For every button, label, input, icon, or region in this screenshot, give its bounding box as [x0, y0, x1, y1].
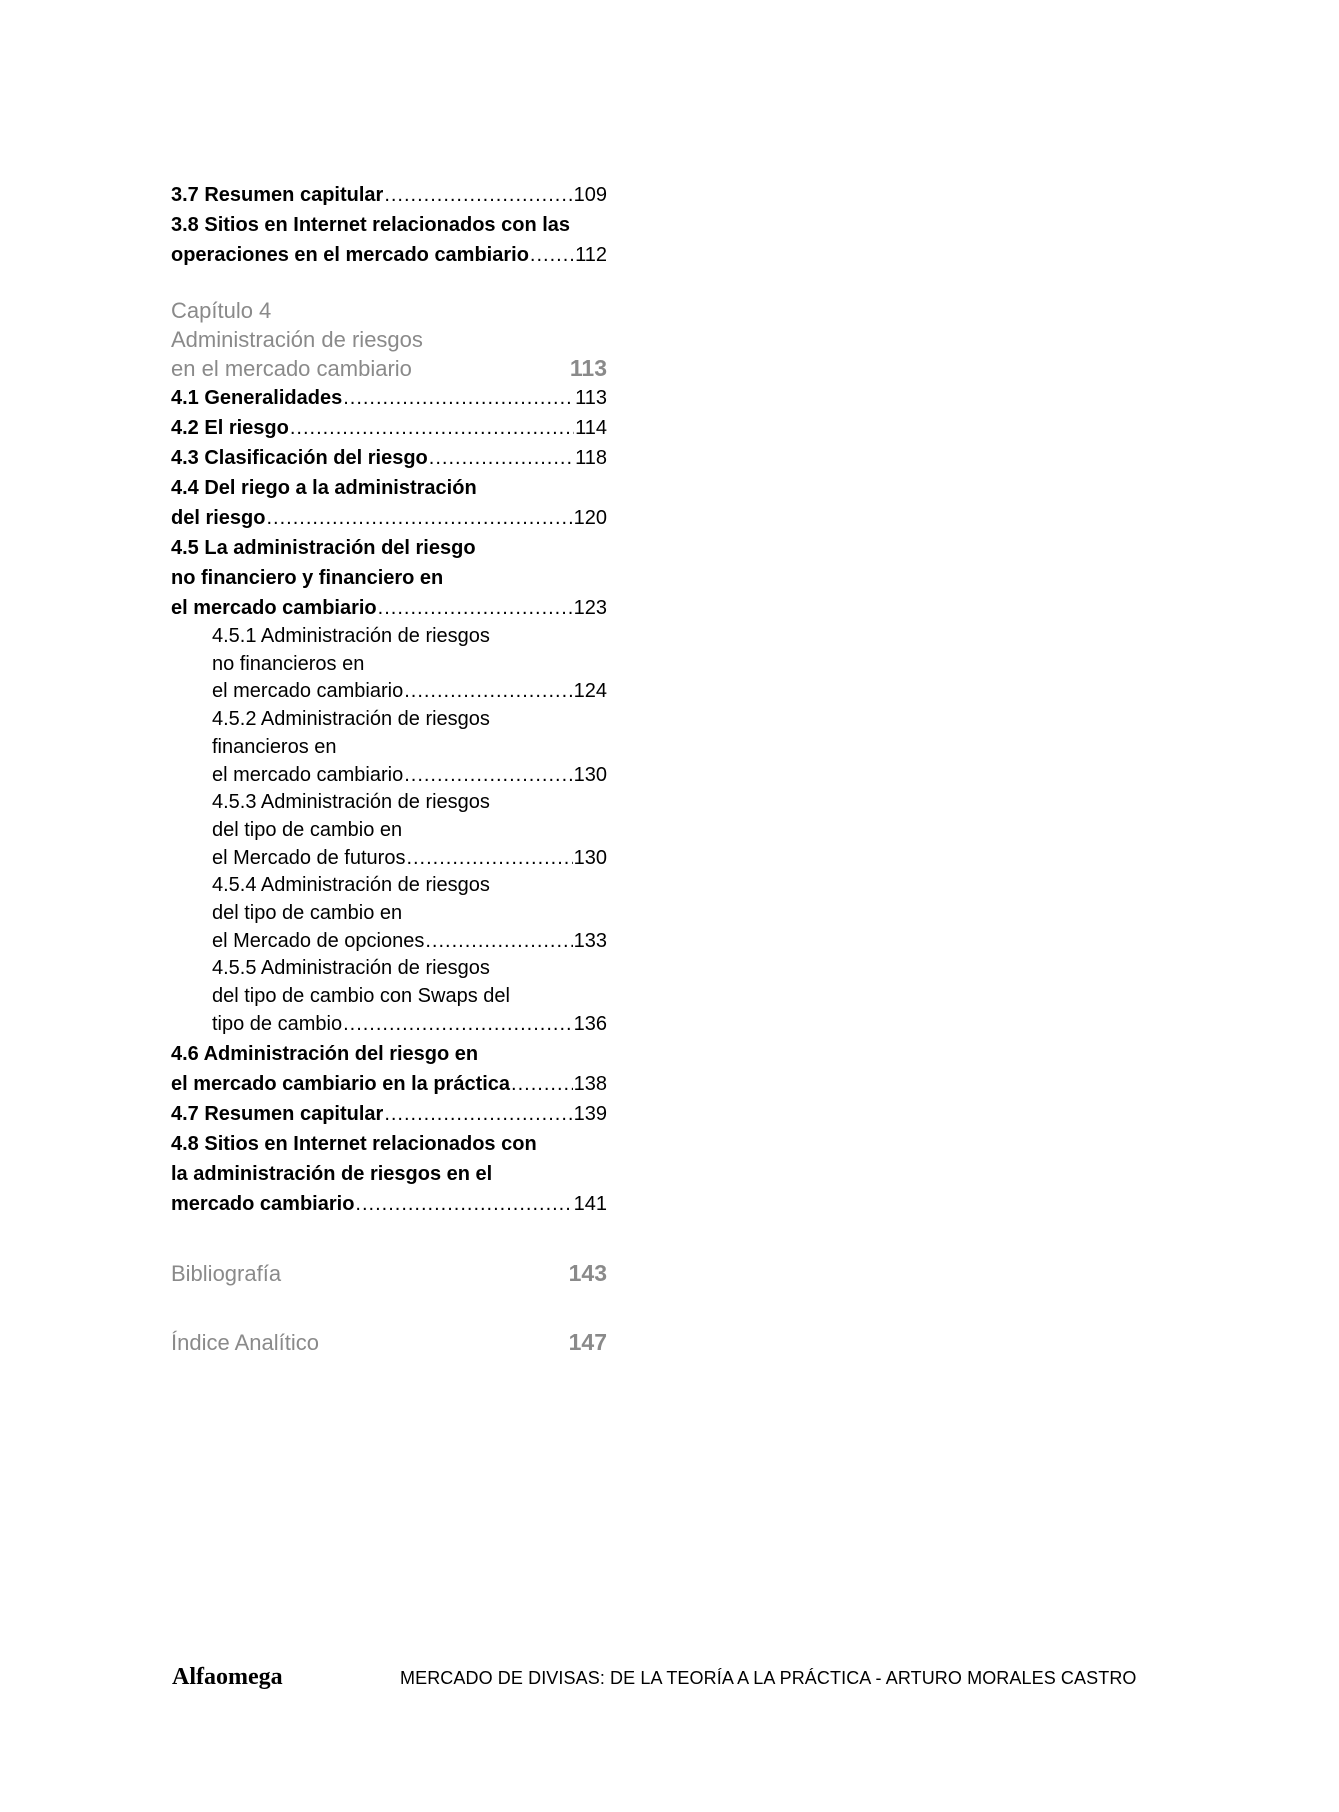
toc-subentry [171, 762, 607, 790]
toc-page-number: 124 [573, 680, 607, 703]
dot-leader [404, 762, 572, 790]
toc-entry [171, 1099, 607, 1129]
toc-entry-title: el mercado cambiario [212, 763, 404, 786]
chapter-page-number: 113 [569, 355, 607, 381]
toc-page-number: 109 [573, 184, 607, 206]
toc-subentry [171, 706, 607, 734]
dot-leader [406, 845, 572, 873]
toc-subentry [171, 928, 607, 956]
toc-subentry [171, 623, 607, 651]
toc-entry-title: 4.5.4 Administración de riesgos [212, 874, 490, 897]
toc-page-number: 139 [573, 1102, 607, 1125]
toc-entry-title: 4.8 Sitios en Internet relacionados con [171, 1132, 537, 1155]
toc-entry [171, 383, 607, 413]
toc-page-number: 136 [573, 1012, 607, 1035]
toc-entry-title: del tipo de cambio con Swaps del [212, 985, 510, 1008]
toc-entry-title: 3.7 Resumen capitular [171, 184, 384, 206]
toc-entry [171, 533, 607, 563]
chapter-label: Capítulo 4 [171, 298, 272, 323]
dot-leader [530, 240, 574, 270]
toc-page-number: 123 [573, 597, 607, 619]
toc-entry-title: 4.2 El riesgo [171, 417, 289, 439]
toc-page-number: 113 [575, 387, 607, 409]
toc-entry-title: 4.7 Resumen capitular [171, 1102, 384, 1125]
toc-entry-title: del tipo de cambio en [212, 902, 403, 925]
toc-entry-title: 4.5 La administración del riesgo [171, 537, 476, 559]
toc-page-number: 138 [573, 1072, 607, 1095]
dot-leader [355, 1189, 572, 1219]
toc-page-number: 141 [573, 1192, 607, 1215]
chapter-title-line1: Administración de riesgos [171, 327, 423, 352]
dot-leader [511, 1069, 573, 1099]
bibliografia-page-number: 143 [568, 1259, 607, 1286]
dot-leader [343, 1011, 573, 1039]
toc-page-number: 120 [573, 507, 607, 529]
toc-entry-title: 3.8 Sitios en Internet relacionados con las [171, 214, 571, 236]
toc-chapter3-tail [171, 180, 607, 270]
toc-entry-title: 4.4 Del riego a la administración [171, 477, 477, 499]
toc-subentry [171, 678, 607, 706]
toc-entry [171, 1189, 607, 1219]
toc-entry-title: del tipo de cambio en [212, 818, 403, 841]
toc-entry [171, 503, 607, 533]
toc-subentry [171, 734, 607, 762]
dot-leader [429, 443, 574, 473]
indice-analitico-label: Índice Analítico [171, 1329, 319, 1355]
dot-leader [384, 180, 572, 210]
toc-entry-title: 4.5.3 Administración de riesgos [212, 791, 490, 814]
dot-leader [343, 383, 574, 413]
toc-entry [171, 563, 607, 593]
toc-subentry [171, 983, 607, 1011]
toc-entry-title: 4.5.2 Administración de riesgos [212, 708, 490, 731]
toc-entry [171, 473, 607, 503]
toc-entry [171, 1129, 607, 1159]
page-footer [172, 1664, 1172, 1691]
indice-analitico-entry [171, 1329, 607, 1356]
toc-entry-title: tipo de cambio [212, 1012, 343, 1035]
bibliografia-label: Bibliografía [171, 1260, 282, 1286]
dot-leader [378, 593, 573, 623]
toc-entry [171, 180, 607, 210]
toc-subentry [171, 789, 607, 817]
toc-entry-title: 4.5.5 Administración de riesgos [212, 957, 490, 980]
toc-entry-title: la administración de riesgos en el [171, 1162, 493, 1185]
publisher-logo-text: Alfaomega [172, 1664, 283, 1690]
toc-entry [171, 210, 607, 240]
toc-entry [171, 240, 607, 270]
toc-entry-title: 4.6 Administración del riesgo en [171, 1042, 479, 1065]
toc-entry-title: el mercado cambiario [212, 680, 404, 703]
toc-entry-title: el mercado cambiario [171, 597, 377, 619]
bibliografia-entry [171, 1260, 607, 1287]
indice-analitico-page-number: 147 [568, 1328, 607, 1355]
chapter-4-heading [171, 296, 607, 383]
dot-leader [290, 413, 574, 443]
toc-subentry [171, 872, 607, 900]
toc-subentry [171, 845, 607, 873]
toc-page-number: 114 [575, 417, 607, 439]
toc-entry-title: financieros en [212, 735, 337, 758]
toc-subentry [171, 817, 607, 845]
toc-entry-title: 4.5.1 Administración de riesgos [212, 625, 490, 647]
toc-entry-title: 4.1 Generalidades [171, 387, 343, 409]
toc-entry-title: el Mercado de opciones [212, 929, 425, 952]
toc-page-number: 130 [573, 846, 607, 869]
toc-entry [171, 593, 607, 623]
dot-leader [404, 678, 572, 706]
toc-subentry [171, 651, 607, 679]
toc-entry-title: del riesgo [171, 507, 266, 529]
toc-page-number: 133 [573, 929, 607, 952]
book-title-author: MERCADO DE DIVISAS: DE LA TEORÍA A LA PRÁCTICA - ARTURO MORALES CASTRO [400, 1668, 1137, 1688]
toc-page-number: 130 [573, 763, 607, 786]
toc-page-number: 118 [575, 447, 607, 469]
toc-entry-title: el Mercado de futuros [212, 846, 406, 869]
toc-entry-title: operaciones en el mercado cambiario [171, 244, 529, 266]
dot-leader [425, 928, 572, 956]
toc-entry-title: 4.3 Clasificación del riesgo [171, 447, 428, 469]
toc-entry [171, 413, 607, 443]
dot-leader [384, 1099, 572, 1129]
toc-subentry [171, 900, 607, 928]
toc-subentry [171, 955, 607, 983]
toc-entry [171, 443, 607, 473]
chapter-title-line2: en el mercado cambiario [171, 356, 412, 381]
toc-entry-title: mercado cambiario [171, 1192, 355, 1215]
toc-entry-title: no financiero y financiero en [171, 567, 444, 589]
toc-entry [171, 1039, 607, 1069]
toc-entry [171, 1159, 607, 1189]
toc-page-number: 112 [575, 244, 607, 266]
table-of-contents [171, 180, 607, 1356]
chapter-title-row [171, 354, 607, 383]
toc-entry-title: no financieros en [212, 652, 365, 675]
toc-entry [171, 1069, 607, 1099]
toc-entry-title: el mercado cambiario en la práctica [171, 1072, 511, 1095]
toc-subentry [171, 1011, 607, 1039]
dot-leader [266, 503, 572, 533]
toc-chapter4-entries [171, 383, 607, 1219]
